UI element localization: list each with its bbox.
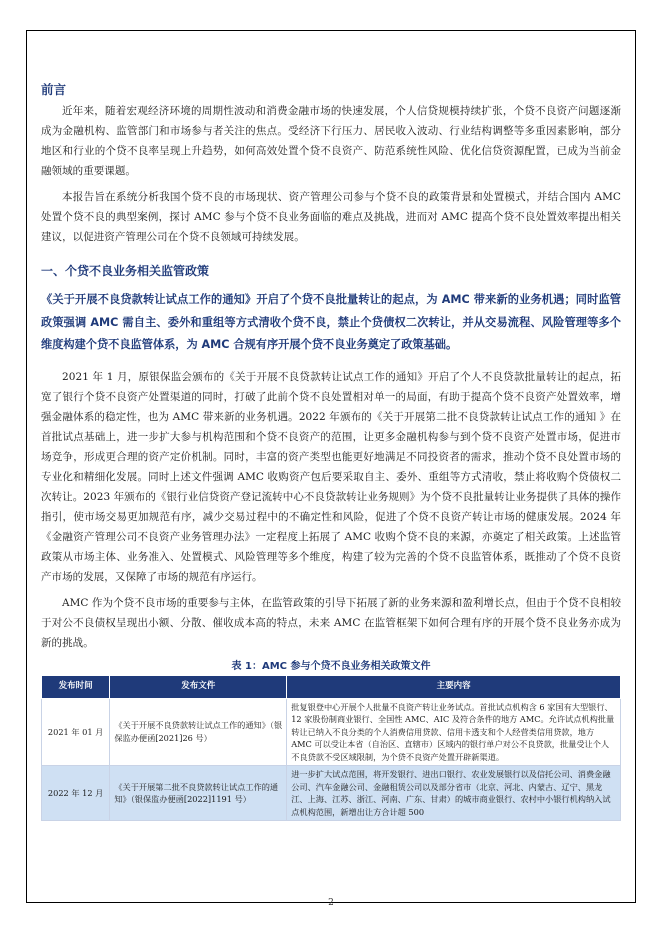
report-content: [41, 80, 621, 821]
table-row: [42, 766, 621, 821]
section-1-heading: 一、个贷不良业务相关监管政策: [41, 264, 210, 278]
preface-heading: 前言: [41, 82, 67, 97]
row-content: 批复银登中心开展个人批量不良资产转让业务试点。首批试点机构含 6 家国有大型银行、12 家股份制商业银行、全国性 AMC、AIC 及符合条件的地方 AMC。允许试点机构批量转让已纳入不良分类的个人消费信用贷款、信用卡透支和个人经营类信用贷款，地方 AMC 可以受让本省（自治区、直辖市）区域内的银行单户对公不良贷款，批量受让个人不良贷款不受区域限制，为个贷不良资产处置开辟新渠道。: [287, 698, 621, 766]
table-row: [42, 698, 621, 766]
section-1-paragraph-2: AMC 作为个贷不良市场的重要参与主体，在监管政策的引导下拓展了新的业务来源和盈利增长点，但由于个贷不良相较于对公不良债权呈现出小额、分散、催收成本高的特点，未来 AMC 在监管框架下如何合理有序的开展个贷不良业务亦成为新的挑战。: [41, 596, 621, 649]
preface-paragraph-2: 本报告旨在系统分析我国个贷不良的市场现状、资产管理公司参与个贷不良的政策背景和处置模式，并结合国内 AMC 处置个贷不良的典型案例，探讨 AMC 参与个贷不良业务面临的难点及挑战，进而对 AMC 提高个贷不良处置效率提出相关建议，以促进资产管理公司在个贷不良领域可持续发展。: [41, 191, 621, 243]
table-title: 表 1：AMC 参与个贷不良业务相关政策文件: [231, 660, 431, 672]
column-header-document: 发布文件: [110, 675, 287, 698]
column-header-date: 发布时间: [42, 675, 110, 698]
policy-table: [41, 675, 621, 822]
section-1-highlight: 《关于开展不良贷款转让试点工作的通知》开启了个贷不良批量转让的起点，为 AMC 带来新的业务机遇；同时监管政策强调 AMC 需自主、委外和重组等方式清收个贷不良，禁止个贷债权二次转让，并从交易流程、风险管理等多个维度构建个贷不良监管体系，为 AMC 合规有序开展个贷不良业务奠定了政策基础。: [41, 293, 621, 351]
section-1-paragraph-1: 2021 年 1 月，原银保监会颁布的《关于开展不良贷款转让试点工作的通知》开启了个人不良贷款批量转让的起点，拓宽了银行个贷不良资产处置渠道的同时，打破了此前个贷不良处置相对单一的局面，有助于提高个贷不良资产处置效率，增强金融体系的稳定性，也为 AMC 带来新的业务机遇。2022 年颁布的《关于开展第二批不良贷款转让试点工作的通知 》在首批试点基础上，进一步扩大参与机构范围和个贷不良资产的范围，让更多金融机构参与到个贷不良资产处置市场，促进市场竞争，形成更合理的资产定价机制。同时，丰富的资产类型也能更好地满足不同投资者的需求，推动个贷不良处置市场的专业化和精细化发展。同时上述文件强调 AMC 收购资产包后要采取自主、委外、重组等方式清收，禁止将收购个贷债权二次转让。2023 年颁布的《银行业信贷资产登记流转中心不良贷款转让业务规则》为个贷不良批量转让业务提供了具体的操作指引，使市场交易更加规范有序，减少交易过程中的不确定性和风险，促进了个贷不良资产转让市场的健康发展。2024 年《金融资产管理公司不良资产业务管理办法》一定程度上拓展了 AMC 收购个贷不良的来源，亦奠定了相关政策。上述监管政策从市场主体、业务准入、处置模式、风险管理等多个维度，构建了较为完善的个贷不良监管体系，既推动了个贷不良资产市场的发展，又保障了市场的规范有序运行。: [41, 370, 621, 583]
row-content: 进一步扩大试点范围，将开发银行、进出口银行、农业发展银行以及信托公司、消费金融公司、汽车金融公司、金融租赁公司以及部分省市（北京、河北、内蒙古、辽宁、黑龙江、上海、江苏、浙江、河南、广东、甘肃）的城市商业银行、农村中小银行机构纳入试点机构范围，新增出让方合计超 500: [287, 766, 621, 821]
table-header-row: [42, 675, 621, 698]
row-document: 《关于开展不良贷款转让试点工作的通知》（银保监办便函[2021]26 号）: [110, 698, 287, 766]
row-date: 2022 年 12 月: [42, 766, 110, 821]
page-number: 2: [328, 898, 334, 908]
row-document: 《关于开展第二批不良贷款转让试点工作的通知》（银保监办便函[2022]1191 号）: [110, 766, 287, 821]
column-header-content: 主要内容: [287, 675, 621, 698]
preface-paragraph-1: 近年来，随着宏观经济环境的周期性波动和消费金融市场的快速发展，个人信贷规模持续扩张，个贷不良资产问题逐渐成为金融机构、监管部门和市场参与者关注的焦点。受经济下行压力、居民收入波动、行业结构调整等多重因素影响，部分地区和行业的个贷不良率呈现上升趋势，如何高效处置个贷不良资产、防范系统性风险、优化信贷资源配置，已成为当前金融领域的重要课题。: [41, 105, 621, 177]
row-date: 2021 年 01 月: [42, 698, 110, 766]
